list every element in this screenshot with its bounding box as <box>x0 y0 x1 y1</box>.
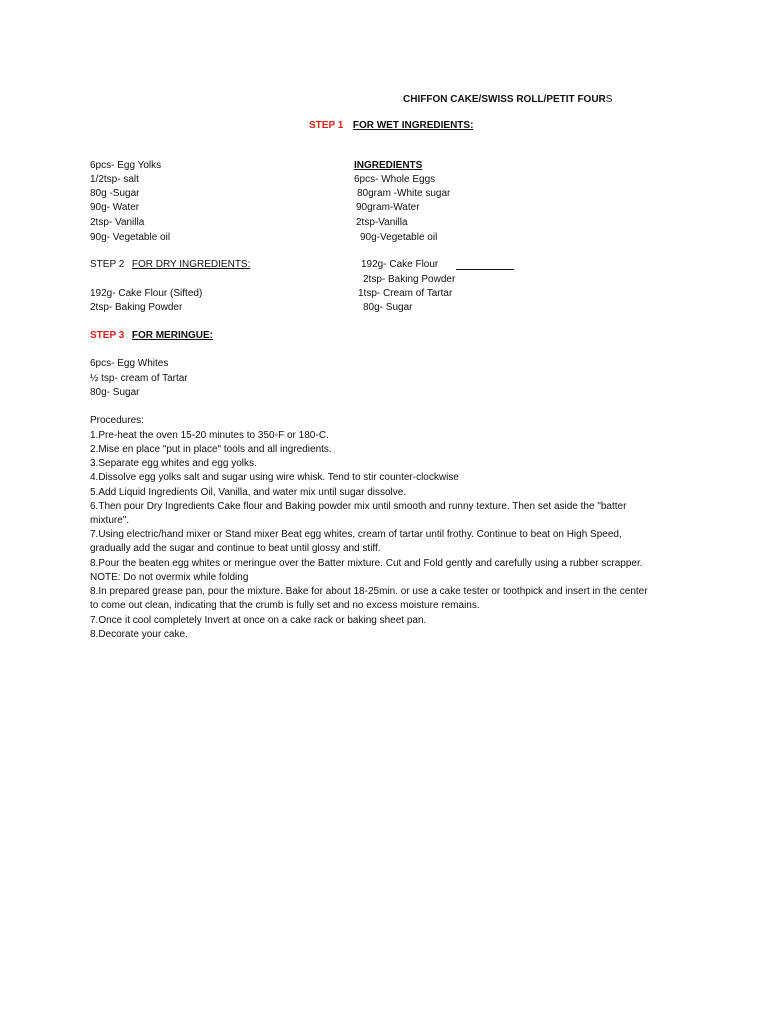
step1-heading <box>309 119 473 133</box>
ingredient-item: 2tsp-Vanilla <box>356 217 408 228</box>
ingredient-item: 90g-Vegetable oil <box>360 232 438 243</box>
ingredient-item: 6pcs- Whole Eggs <box>354 174 436 185</box>
ingredient-item: 192g- Cake Flour <box>361 259 439 270</box>
procedure-line: 8.Pour the beaten egg whites or meringue over the Batter mixture. Cut and Fold gently and carefully using a rubber scrapper. <box>90 558 643 569</box>
procedure-line: 1.Pre-heat the oven 15-20 minutes to 350◦F or 180◦C. <box>90 430 329 441</box>
step2-heading <box>90 258 250 272</box>
step2-item: 192g- Cake Flour (Sifted) <box>90 288 203 299</box>
procedure-line: 5.Add Liquid Ingredients Oil, Vanilla, and water mix until sugar dissolve. <box>90 487 407 498</box>
document-title <box>403 93 612 107</box>
step1-item: 6pcs- Egg Yolks <box>90 160 162 171</box>
step1-item: 90g- Water <box>90 202 140 213</box>
step3-title: FOR MERINGUE: <box>131 330 213 341</box>
procedure-line: 3.Separate egg whites and egg yolks. <box>90 458 257 469</box>
step1-item: 90g- Vegetable oil <box>90 232 171 243</box>
step2-label: STEP 2 <box>90 259 125 270</box>
ingredients-heading: INGREDIENTS <box>354 160 423 171</box>
procedure-line: NOTE: Do not overmix while folding <box>90 572 249 583</box>
ingredient-item: 80gram -White sugar <box>357 188 451 199</box>
step1-label: STEP 1 <box>309 120 344 131</box>
procedure-line: 2.Mise en place "put in place" tools and all ingredients. <box>90 444 332 455</box>
procedure-line: 7.Once it cool completely Invert at once on a cake rack or baking sheet pan. <box>90 615 427 626</box>
step3-heading <box>90 329 213 343</box>
procedure-line: gradually add the sugar and continue to beat until glossy and stiff. <box>90 543 381 554</box>
procedure-line: 4.Dissolve egg yolks salt and sugar using wire whisk. Tend to stir counter-clockwise <box>90 472 459 483</box>
ingredient-item: 2tsp- Baking Powder <box>363 274 456 285</box>
ingredient-item: 80g- Sugar <box>363 302 413 313</box>
blank-underline <box>456 269 514 270</box>
procedure-line: 7.Using electric/hand mixer or Stand mixer Beat egg whites, cream of tartar until frothy. Continue to beat on High Speed, <box>90 529 622 540</box>
step1-item: 80g -Sugar <box>90 188 140 199</box>
step1-item: 2tsp- Vanilla <box>90 217 145 228</box>
step1-title: FOR WET INGREDIENTS: <box>352 120 474 131</box>
title-main: CHIFFON CAKE/SWISS ROLL/PETIT FOUR <box>403 94 606 105</box>
procedure-line: mixture". <box>90 515 130 526</box>
procedure-line: to come out clean, indicating that the crumb is fully set and no excess moisture remains. <box>90 600 480 611</box>
step3-label: STEP 3 <box>90 330 125 341</box>
step1-item: 1/2tsp- salt <box>90 174 139 185</box>
procedure-line: 8.Decorate your cake. <box>90 629 188 640</box>
ingredient-item: 1tsp- Cream of Tartar <box>358 288 453 299</box>
step3-item: ½ tsp- cream of Tartar <box>90 373 188 384</box>
step3-item: 80g- Sugar <box>90 387 140 398</box>
procedure-line: 6.Then pour Dry Ingredients Cake flour and Baking powder mix until smooth and runny texture. Then set aside the "batter <box>90 501 627 512</box>
procedures-heading: Procedures: <box>90 415 144 426</box>
ingredient-item: 90gram-Water <box>356 202 420 213</box>
procedure-line: 8.In prepared grease pan, pour the mixture. Bake for about 18-25min. or use a cake tester or toothpick and insert in the center <box>90 586 648 597</box>
title-tail: S <box>605 94 613 105</box>
step2-item: 2tsp- Baking Powder <box>90 302 183 313</box>
step3-item: 6pcs- Egg Whites <box>90 358 169 369</box>
step2-title: FOR DRY INGREDIENTS: <box>131 259 251 270</box>
